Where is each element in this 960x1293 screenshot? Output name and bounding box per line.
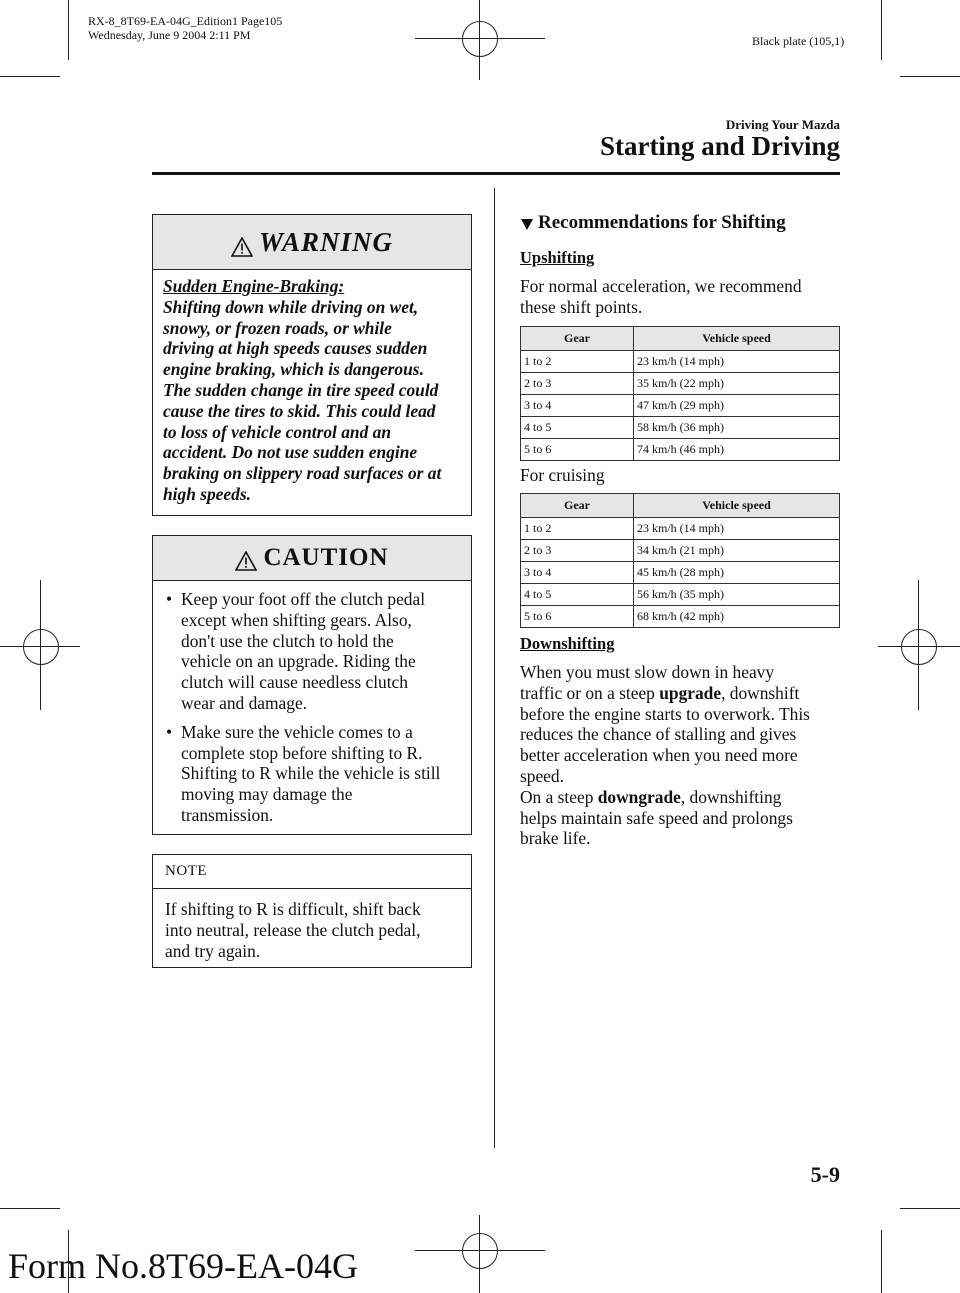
section-heading xyxy=(520,212,786,234)
warning-line: driving at high speeds causes sudden xyxy=(163,338,428,359)
table-row xyxy=(521,584,840,606)
table-row xyxy=(521,417,840,439)
table-row xyxy=(521,606,840,628)
table-row xyxy=(521,373,840,395)
gear-cell: 1 to 2 xyxy=(521,351,634,373)
caution-line: vehicle on an upgrade. Riding the xyxy=(181,651,416,672)
gear-cell: 4 to 5 xyxy=(521,584,634,606)
note-line: and try again. xyxy=(165,940,261,961)
note-title: NOTE xyxy=(153,855,471,889)
gear-header: Gear xyxy=(521,494,634,518)
form-number: Form No.8T69-EA-04G xyxy=(8,1246,358,1286)
caution-box xyxy=(152,535,472,835)
downshift-line: When you must slow down in heavy xyxy=(520,662,775,682)
warning-line: to loss of vehicle control and an xyxy=(163,421,392,442)
table-header-row xyxy=(521,327,840,351)
gear-cell: 3 to 4 xyxy=(521,562,634,584)
warning-triangle-icon xyxy=(231,237,253,257)
caution-line: moving may damage the xyxy=(181,784,353,805)
downshift-line: brake life. xyxy=(520,828,591,849)
cruising-label: For cruising xyxy=(520,465,605,485)
text-run: , downshift xyxy=(721,682,800,703)
note-line: If shifting to R is difficult, shift back xyxy=(165,899,421,919)
cruising-table xyxy=(520,493,840,628)
print-meta xyxy=(88,14,282,42)
speed-cell: 35 km/h (22 mph) xyxy=(634,373,840,395)
upshifting-label: Upshifting xyxy=(520,248,595,267)
upshifting-intro xyxy=(520,276,802,318)
note-box xyxy=(152,854,472,968)
downshift-line: helps maintain safe speed and prolongs xyxy=(520,807,793,828)
warning-header xyxy=(153,215,471,270)
down-triangle-icon xyxy=(520,217,534,231)
intro-line: these shift points. xyxy=(520,296,643,317)
note-body xyxy=(153,889,471,971)
upgrade-term: upgrade xyxy=(659,682,722,703)
warning-line: snowy, or frozen roads, or while xyxy=(163,317,392,338)
table-row xyxy=(521,351,840,373)
header-rule xyxy=(152,172,840,175)
upshift-table xyxy=(520,326,840,461)
print-meta-line1: RX-8_8T69-EA-04G_Edition1 Page105 xyxy=(88,14,283,28)
gear-cell: 1 to 2 xyxy=(521,518,634,540)
section-label: Driving Your Mazda xyxy=(725,117,840,132)
page-title: Starting and Driving xyxy=(599,131,840,161)
downshift-line: better acceleration when you need more xyxy=(520,745,798,766)
warning-box xyxy=(152,214,472,516)
table-row xyxy=(521,439,840,461)
gear-cell: 3 to 4 xyxy=(521,395,634,417)
speed-cell: 68 km/h (42 mph) xyxy=(634,606,840,628)
downshifting-label: Downshifting xyxy=(520,634,615,653)
caution-triangle-icon xyxy=(235,551,257,571)
caution-line: Keep your foot off the clutch pedal xyxy=(181,589,426,609)
speed-header: Vehicle speed xyxy=(634,494,840,518)
speed-cell: 58 km/h (36 mph) xyxy=(634,417,840,439)
table-header-row xyxy=(521,494,840,518)
warning-line: braking on slippery road surfaces or at xyxy=(163,463,442,484)
warning-line: accident. Do not use sudden engine xyxy=(163,442,418,463)
caution-header xyxy=(153,536,471,581)
speed-cell: 47 km/h (29 mph) xyxy=(634,395,840,417)
table-row xyxy=(521,395,840,417)
bullet-icon: • xyxy=(166,589,173,609)
downshifting-text xyxy=(520,662,850,849)
page-number: 5-9 xyxy=(810,1162,840,1187)
caution-line: wear and damage. xyxy=(181,692,308,713)
note-line: into neutral, release the clutch pedal, xyxy=(165,919,421,940)
gear-cell: 2 to 3 xyxy=(521,540,634,562)
caution-line: clutch will cause needless clutch xyxy=(181,672,408,693)
speed-cell: 45 km/h (28 mph) xyxy=(634,562,840,584)
intro-line: For normal acceleration, we recommend xyxy=(520,276,802,296)
warning-line: Shifting down while driving on wet, xyxy=(163,296,419,317)
warning-line: high speeds. xyxy=(163,483,251,504)
speed-cell: 56 km/h (35 mph) xyxy=(634,584,840,606)
speed-cell: 34 km/h (21 mph) xyxy=(634,540,840,562)
caution-line: except when shifting gears. Also, xyxy=(181,609,412,630)
warning-title: WARNING xyxy=(258,227,394,257)
warning-body xyxy=(153,270,471,515)
black-plate-label: Black plate (105,1) xyxy=(752,34,845,48)
caution-line: transmission. xyxy=(181,804,274,825)
text-run: , downshifting xyxy=(680,786,782,807)
caution-bullet xyxy=(163,722,463,826)
column-divider xyxy=(494,188,495,1148)
table-row xyxy=(521,562,840,584)
table-row xyxy=(521,518,840,540)
warning-line: engine braking, which is dangerous. xyxy=(163,359,424,380)
text-run: traffic or on a steep xyxy=(520,682,660,703)
warning-line: cause the tires to skid. This could lead xyxy=(163,400,436,421)
gear-header: Gear xyxy=(521,327,634,351)
print-meta-line2: Wednesday, June 9 2004 2:11 PM xyxy=(88,28,251,42)
caution-line: Shifting to R while the vehicle is still xyxy=(181,763,441,784)
table-row xyxy=(521,540,840,562)
downgrade-term: downgrade xyxy=(597,786,681,807)
gear-cell: 2 to 3 xyxy=(521,373,634,395)
speed-cell: 23 km/h (14 mph) xyxy=(634,351,840,373)
downshift-line: before the engine starts to overwork. This xyxy=(520,703,810,724)
downshift-line xyxy=(520,683,850,704)
section-title: Recommendations for Shifting xyxy=(538,212,786,233)
text-run: On a steep xyxy=(520,786,598,807)
caution-line: complete stop before shifting to R. xyxy=(181,742,423,763)
downshift-line xyxy=(520,787,850,808)
caution-title: CAUTION xyxy=(263,544,389,571)
caution-bullet xyxy=(163,589,463,714)
gear-cell: 5 to 6 xyxy=(521,606,634,628)
gear-cell: 5 to 6 xyxy=(521,439,634,461)
gear-cell: 4 to 5 xyxy=(521,417,634,439)
caution-line: Make sure the vehicle comes to a xyxy=(181,721,413,742)
speed-header: Vehicle speed xyxy=(634,327,840,351)
caution-body xyxy=(153,581,471,842)
speed-cell: 23 km/h (14 mph) xyxy=(634,518,840,540)
warning-heading: Sudden Engine-Braking: xyxy=(163,276,345,296)
warning-line: The sudden change in tire speed could xyxy=(163,379,439,400)
downshift-line: speed. xyxy=(520,765,564,786)
bullet-icon: • xyxy=(166,721,173,742)
speed-cell: 74 km/h (46 mph) xyxy=(634,439,840,461)
downshift-line: reduces the chance of stalling and gives xyxy=(520,724,797,745)
caution-line: don't use the clutch to hold the xyxy=(181,630,394,651)
